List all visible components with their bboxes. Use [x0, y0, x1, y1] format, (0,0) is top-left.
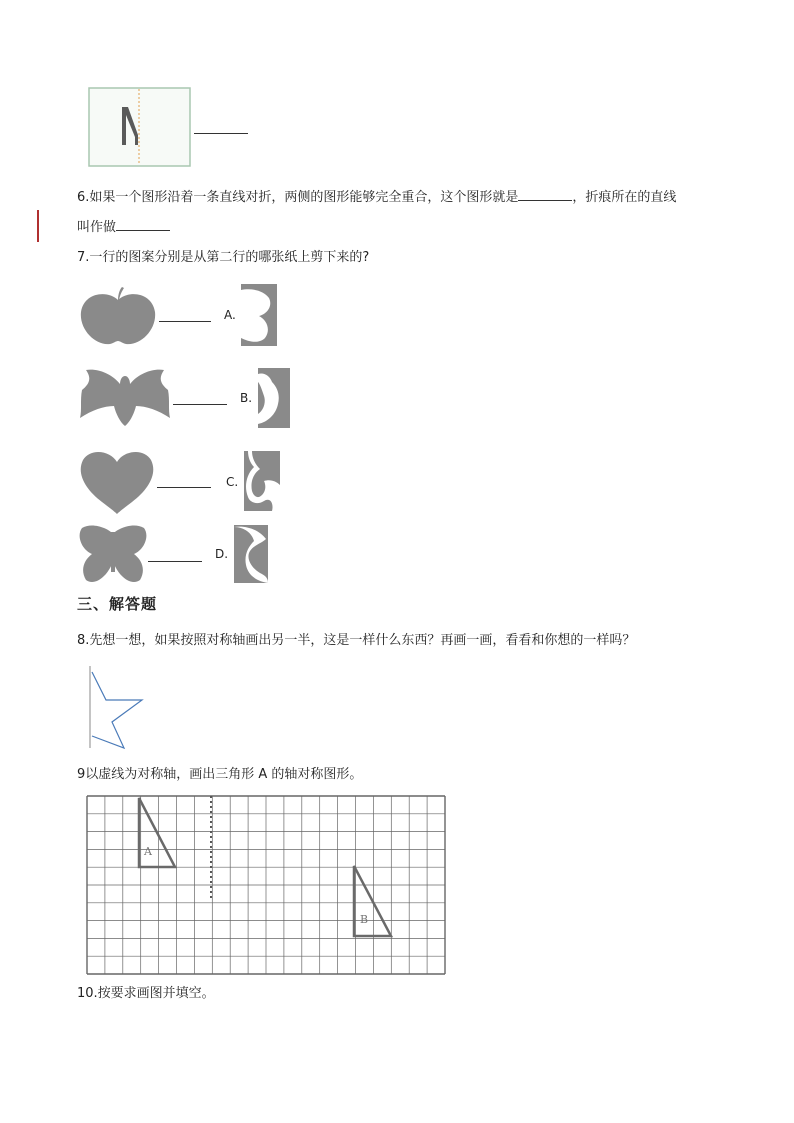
folded-paper-figure	[88, 87, 191, 167]
option-c-paper	[244, 451, 280, 511]
q6-blank-2[interactable]	[116, 218, 170, 231]
question-6-line2	[77, 218, 170, 236]
question-7: 7.一行的图案分别是从第二行的哪张纸上剪下来的?	[77, 250, 370, 265]
option-d-paper	[234, 525, 268, 583]
butterfly-silhouette-icon	[78, 524, 148, 584]
q6-text-middle: ，折痕所在的直线	[572, 190, 677, 205]
option-b-label: B.	[240, 391, 253, 405]
folded-paper-svg	[88, 87, 191, 167]
section-3-title: 三、解答题	[77, 595, 158, 613]
q7-blank-3[interactable]	[157, 475, 211, 488]
margin-mark	[37, 210, 39, 242]
q6-blank-1[interactable]	[518, 188, 572, 201]
option-a-label: A.	[224, 308, 236, 322]
option-c-label: C.	[226, 475, 239, 489]
bird-silhouette-icon	[78, 366, 172, 426]
q7-blank-4[interactable]	[148, 549, 202, 562]
heart-silhouette-icon	[78, 448, 156, 514]
question-6	[77, 188, 676, 206]
figure-answer-blank[interactable]	[194, 121, 248, 134]
half-star-figure	[86, 664, 146, 750]
option-d-label: D.	[215, 547, 229, 561]
triangle-a-label: A	[144, 845, 152, 858]
option-a-paper	[241, 284, 277, 346]
option-b-paper	[258, 368, 290, 428]
q6-text-line2: 叫作做	[77, 220, 117, 235]
apple-silhouette-icon	[78, 286, 158, 348]
question-9: 9以虚线为对称轴，画出三角形 A 的轴对称图形。	[77, 767, 363, 782]
triangle-b-label: B	[360, 913, 369, 926]
q7-blank-2[interactable]	[173, 392, 227, 405]
q7-blank-1[interactable]	[159, 309, 211, 322]
grid-figure	[86, 795, 446, 975]
grid-lines	[87, 796, 445, 974]
question-10: 10.按要求画图并填空。	[77, 986, 215, 1001]
q6-text-before: 6.如果一个图形沿着一条直线对折，两侧的图形能够完全重合，这个图形就是	[77, 190, 519, 205]
question-8: 8.先想一想，如果按照对称轴画出另一半，这是一样什么东西？再画一画，看看和你想的一样吗？	[77, 633, 636, 648]
